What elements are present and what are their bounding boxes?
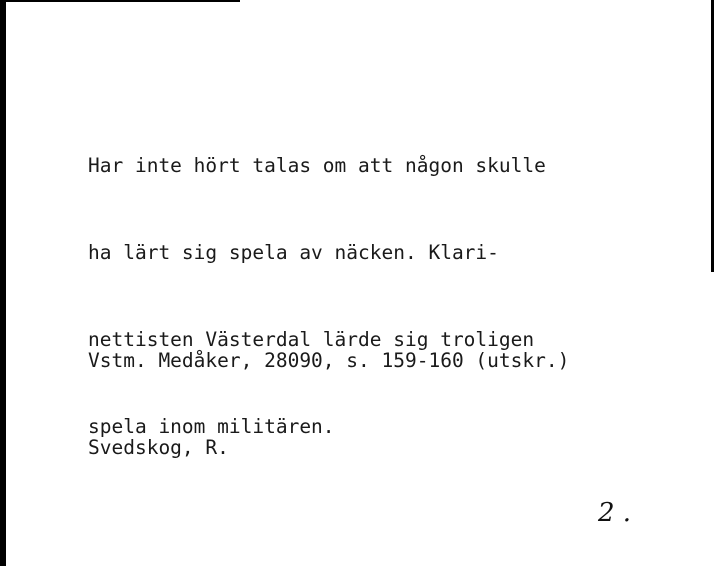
card-citation <box>88 288 569 520</box>
citation-recorder-line: Svedskog, R. <box>88 436 229 459</box>
body-line: spela inom militären. <box>88 415 335 438</box>
card-left-edge <box>0 0 6 566</box>
citation-source-line: Vstm. Medåker, 28090, s. 159-160 (utskr.) <box>88 349 570 372</box>
body-line: nettisten Västerdal lärde sig troligen <box>88 328 535 351</box>
card-top-edge <box>0 0 240 2</box>
body-line: Har inte hört talas om att någon skulle <box>88 154 546 177</box>
body-line: ha lärt sig spela av näcken. Klari- <box>88 241 499 264</box>
card-number: 2 . <box>598 498 632 528</box>
